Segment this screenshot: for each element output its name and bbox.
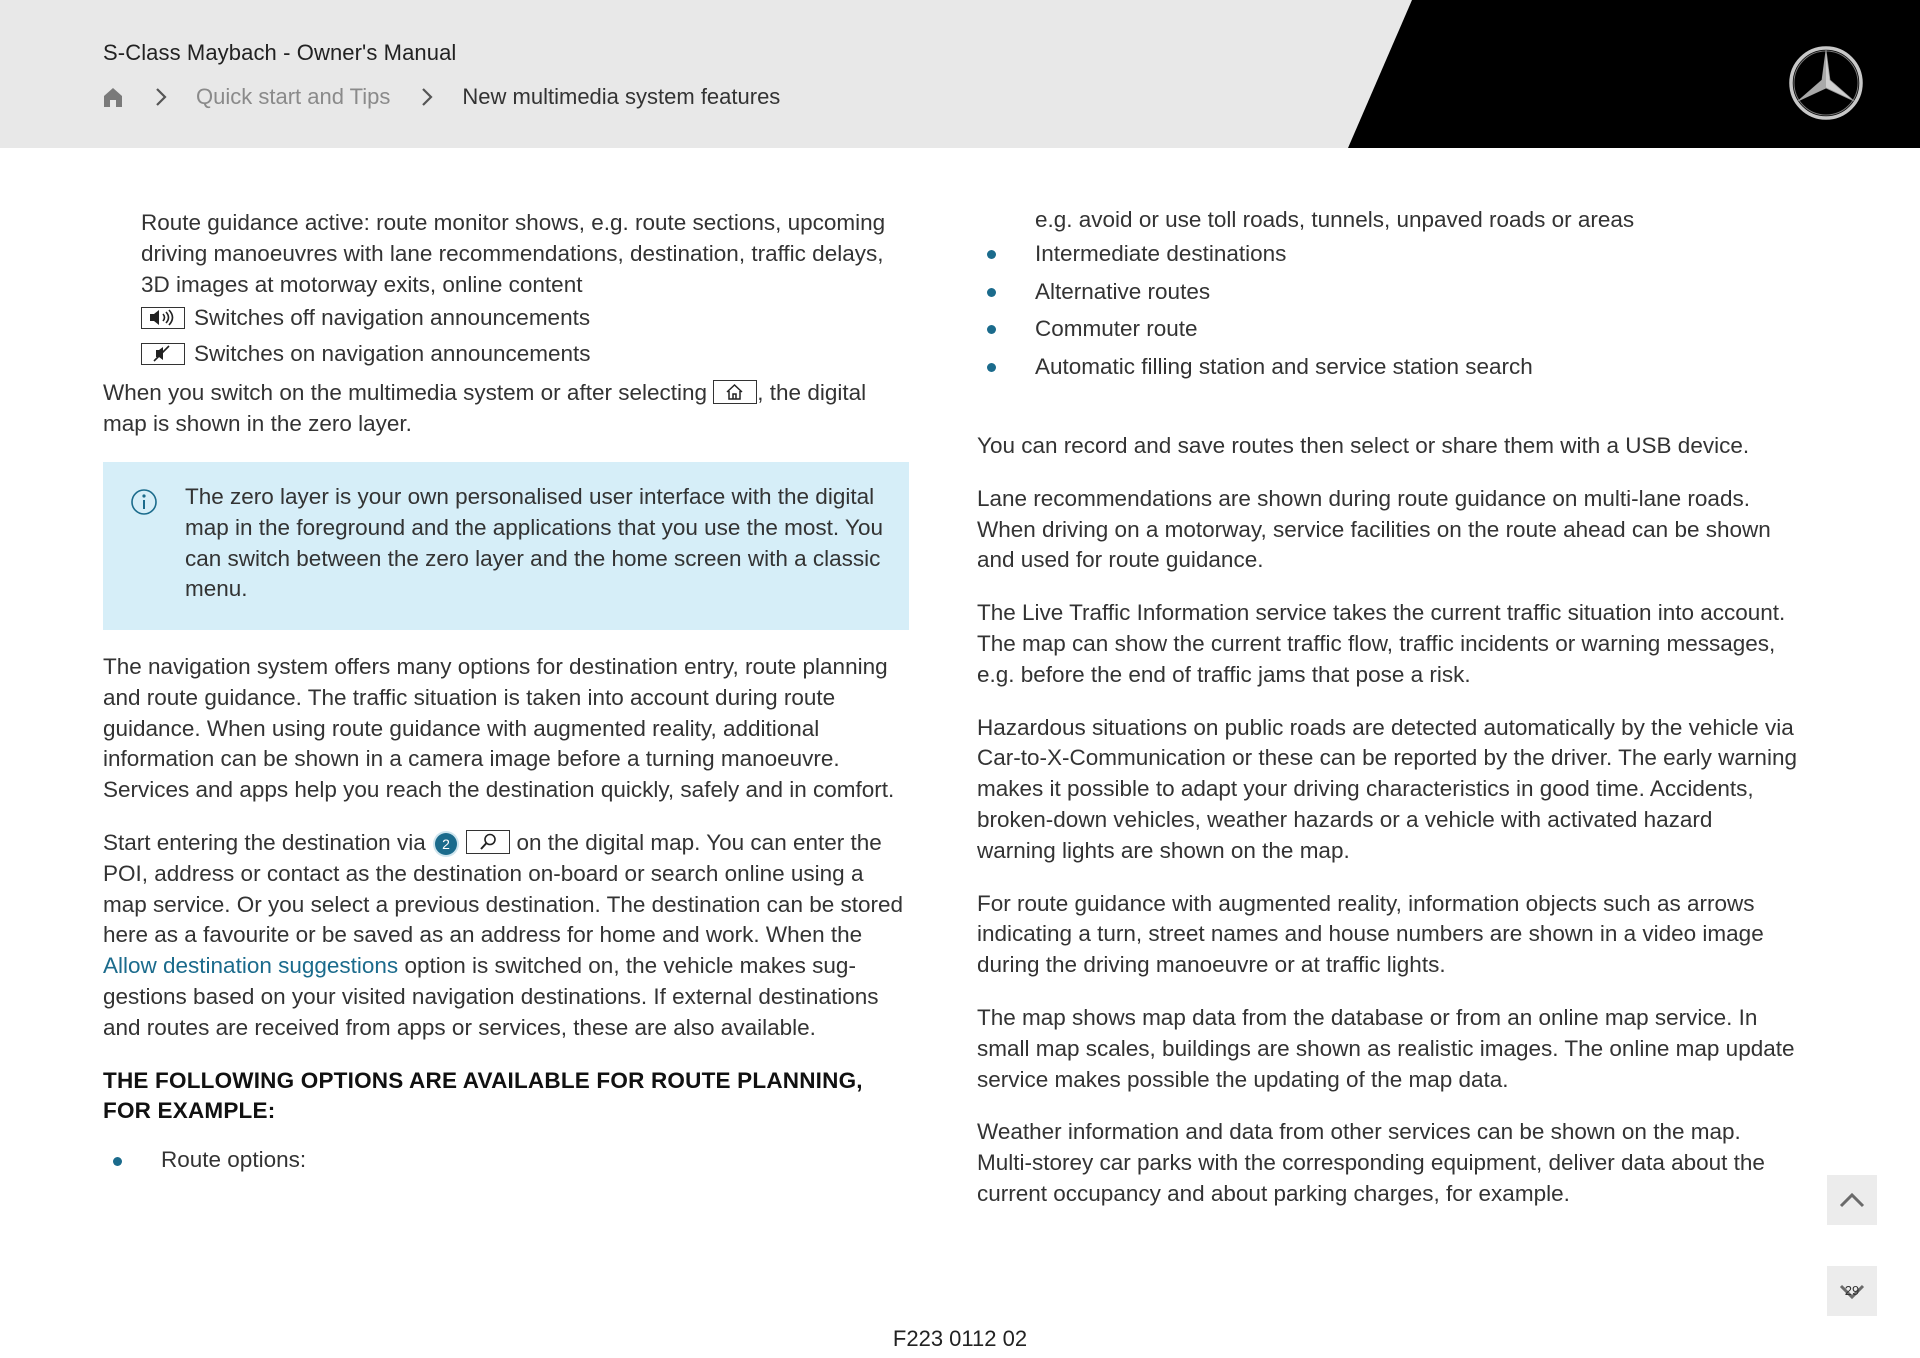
announce-on-text: Switches on navigation announcements (194, 340, 591, 366)
route-guidance-text: Route guidance active: route monitor shows, e.g. route sections, upcoming driving manoeuvres with lane recommendations, destination, traffic delays, 3D images at motorway exits, online content (141, 210, 886, 297)
speaker-muted-icon[interactable] (141, 343, 185, 365)
info-icon (130, 488, 158, 516)
zero-layer-paragraph: When you switch on the multimedia system or after selecting , the digital map is shown in the zero layer. (103, 380, 867, 437)
paragraph: Weather information and data from other services can be shown on the map. Multi-storey car parks with the corresponding equipment, deliver data about the current occupancy and about parking charges, for example. (977, 1119, 1765, 1206)
paragraph: For route guidance with augmented reality, information objects such as arrows indicating a turn, street names and house numbers are shown in a video image during the driving manoeuvre or at traffic lights. (977, 890, 1764, 978)
home-icon[interactable] (102, 86, 124, 108)
route-planning-list (103, 1145, 909, 1176)
paragraph: Lane recommendations are shown during route guidance on multi-lane roads. When driving on a motorway, service facilities on the route ahead can be shown and used for route guidance. (977, 485, 1771, 573)
route-planning-heading: THE FOLLOWING OPTIONS ARE AVAILABLE FOR ROUTE PLANNING, FOR EXAMPLE: (103, 1067, 863, 1124)
footer-code: F223 0112 02 (892, 1326, 1028, 1351)
chevron-right-icon (416, 86, 438, 108)
announce-off-text: Switches off navigation announcements (194, 304, 591, 330)
chevron-up-icon (1827, 1175, 1877, 1225)
manual-title: S-Class Maybach - Owner's Manual (103, 40, 457, 65)
breadcrumb (102, 82, 780, 112)
callout-text: The zero layer is your own personalised user interface with the digital map in the foreground and the applications that you use the most. You can switch between the zero layer and the home screen with a classic menu. (185, 483, 883, 602)
scroll-up-button[interactable] (1827, 1175, 1877, 1225)
speaker-on-icon[interactable] (141, 307, 185, 329)
search-button-icon[interactable] (466, 830, 510, 854)
allow-destination-suggestions-link[interactable]: Allow destination suggestions (103, 953, 399, 979)
navigation-paragraph: The navigation system offers many options for destination entry, route planning and route guidance. The traffic situation is taken into account during route guidance. When using route guidance with augmented reality, additional information can be shown in a camera image before a turning manoeuvre. Services and apps help you reach the destination quickly, safely and in comfort. (103, 653, 895, 803)
destination-paragraph: Start entering the destination via 2 on the digital map. You can enter the POI, address or contact as the destination on-board or search online using a map service. Or you select a previous destination. The destination can be stored here as a favourite or be saved as an address for home and work. When the Allow destination suggestions option is switched on, the vehicle makes suggestions based on your visited navigation destinations. If external destinations and routes are received from apps or services, these are also available. (103, 829, 904, 1040)
mercedes-star-logo (1788, 45, 1864, 121)
chevron-right-icon (150, 86, 172, 108)
list-item: Route options: (103, 1145, 909, 1176)
page-number: 29 (1844, 1283, 1860, 1298)
left-column (103, 208, 909, 1198)
scroll-down-button[interactable] (1827, 1266, 1877, 1316)
announce-on-row (141, 336, 909, 372)
paragraph: Hazardous situations on public roads are detected automatically by the vehicle via Car-to-X-Communication or these can be reported by the driver. The early warning makes it possible to adapt your driving characteristics in good time. Accidents, broken-down vehicles, weather hazards or a vehicle with activated hazard warning lights are shown on the map. (977, 714, 1797, 863)
step-badge: 2 (435, 833, 457, 855)
list-item: Commuter route (977, 310, 1797, 348)
route-planning-list-continued (977, 235, 1797, 385)
list-item: Alternative routes (977, 273, 1797, 311)
list-item: Automatic filling station and service station search (977, 348, 1797, 386)
breadcrumb-link-quick-start[interactable]: Quick start and Tips (196, 84, 391, 109)
announce-off-row (141, 300, 909, 336)
paragraph: The map shows map data from the database or from an online map service. In small map scales, buildings are shown as realistic images. The online map update service makes possible the updating of the map data. (977, 1004, 1795, 1092)
breadcrumb-current: New multimedia system features (462, 84, 781, 109)
route-options-continued: e.g. avoid or use toll roads, tunnels, unpaved roads or areas (1035, 207, 1635, 232)
right-column (977, 205, 1797, 1210)
paragraph: The Live Traffic Information service takes the current traffic situation into account. The map can show the current traffic flow, traffic incidents or warning messages, e.g. before the end of traffic jams that pose a risk. (977, 600, 1786, 687)
info-callout (103, 462, 909, 630)
paragraph: You can record and save routes then select or share them with a USB device. (977, 433, 1750, 458)
home-button-icon[interactable] (713, 380, 757, 404)
list-item: Intermediate destinations (977, 235, 1797, 273)
